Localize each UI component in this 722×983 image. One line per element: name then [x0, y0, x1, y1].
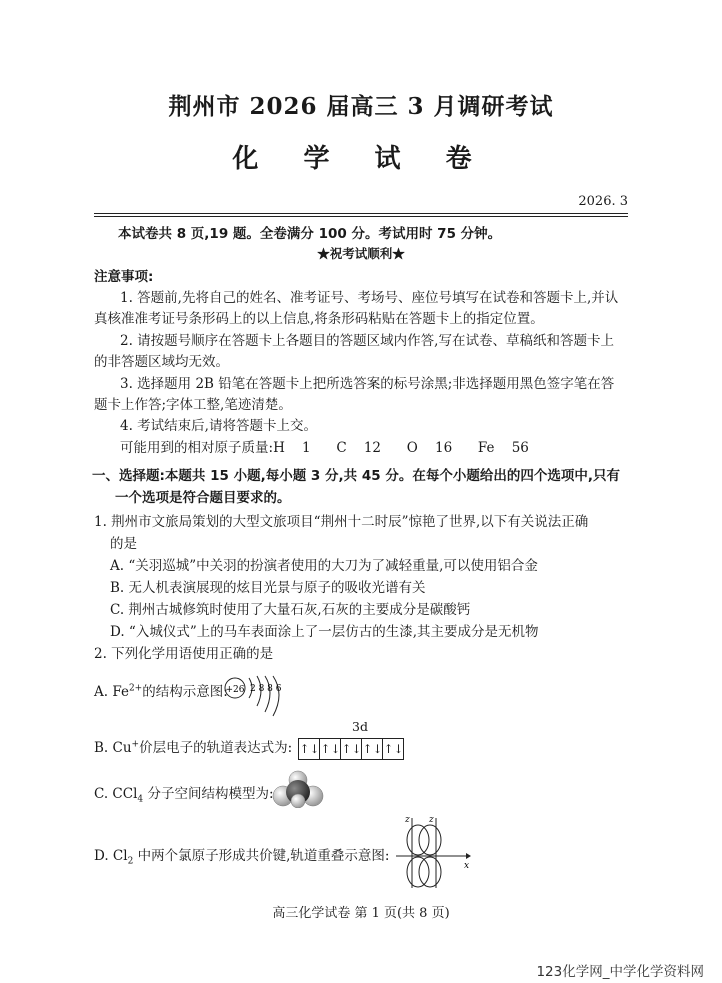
site-watermark: 123化学网_中学化学资料网 — [536, 964, 704, 980]
section-heading-cont: 一个选项是符合题目要求的。 — [115, 490, 291, 506]
q2-option-d-text — [94, 844, 389, 867]
q2a-formula: A. Fe — [94, 684, 129, 700]
q1-stem: 1. 荆州市文旅局策划的大型文旅项目“荆州十二时辰”惊艳了世界,以下有关说法正确 — [94, 514, 589, 530]
exam-date: 2026. 3 — [578, 194, 628, 209]
notes-heading: 注意事项: — [94, 269, 154, 285]
z-axis-label-right: z — [429, 815, 434, 825]
q2d-desc: 中两个氯原子形成共价键,轨道重叠示意图: — [133, 848, 390, 864]
atomic-mass-label: 可能用到的相对原子质量: — [120, 440, 274, 456]
subject-title: 化 学 试 卷 — [232, 144, 490, 174]
z-axis-label-left: z — [405, 815, 410, 825]
orbital-diagram — [298, 738, 404, 760]
fe-ion-structure-diagram — [222, 668, 292, 718]
q2b-charge: + — [131, 739, 140, 750]
x-axis-label: x — [464, 861, 470, 871]
orbital-overlap-diagram — [396, 812, 476, 890]
atomic-mass-line — [120, 436, 529, 456]
header-rule-bottom — [94, 216, 628, 217]
header-rule-top — [94, 213, 628, 214]
q2-option-a-text — [94, 680, 228, 700]
q1-option-c: C. 荆州古城修筑时使用了大量石灰,石灰的主要成分是碳酸钙 — [110, 602, 471, 618]
q2d-subscript: 2 — [127, 856, 134, 867]
note-line: 4. 考试结束后,请将答题卡上交。 — [120, 418, 317, 434]
q2b-formula: B. Cu — [94, 740, 132, 756]
atomic-mass-values: H 1 C 12 O 16 Fe 56 — [273, 440, 529, 456]
q2c-subscript: 4 — [137, 794, 144, 805]
orbital-box: ↑↓ — [361, 739, 382, 759]
q2a-desc: 的结构示意图: — [142, 684, 228, 700]
q2a-charge: 2+ — [128, 683, 143, 694]
orbital-3d-label: 3d — [352, 719, 368, 734]
orbital-box: ↑↓ — [340, 739, 361, 759]
page-footer: 高三化学试卷 第 1 页(共 8 页) — [272, 906, 450, 921]
orbital-box: ↑↓ — [382, 739, 403, 759]
exam-summary: 本试卷共 8 页,19 题。全卷满分 100 分。考试用时 75 分钟。 — [118, 226, 502, 242]
q1-option-a: A. “关羽巡城”中关羽的扮演者使用的大刀为了减轻重量,可以使用铝合金 — [110, 558, 538, 574]
q2-option-b-text — [94, 736, 404, 760]
q2c-formula: C. CCl — [94, 786, 138, 802]
note-line: 的非答题区域均无效。 — [94, 354, 229, 370]
note-line: 真核准准考证号条形码上的以上信息,将条形码粘贴在答题卡上的指定位置。 — [94, 311, 544, 327]
electron-shells: 2 8 8 6 — [250, 684, 282, 694]
q2d-formula: D. Cl — [94, 848, 128, 864]
q1-stem-cont: 的是 — [110, 536, 137, 552]
exam-title: 荆州市 2026 届高三 3 月调研考试 — [168, 93, 554, 120]
q1-option-d: D. “入城仪式”上的马车表面涂上了一层仿古的生漆,其主要成分是无机物 — [110, 624, 539, 640]
q2-option-c-text — [94, 782, 274, 805]
ccl4-space-filling-model — [272, 770, 324, 808]
note-line: 题卡上作答;字体工整,笔迹清楚。 — [94, 397, 292, 413]
orbital-box: ↑↓ — [319, 739, 340, 759]
q2b-desc: 价层电子的轨道表达式为: — [139, 740, 293, 756]
section-heading: 一、选择题:本题共 15 小题,每小题 3 分,共 45 分。在每个小题给出的四个选项中,只有 — [92, 468, 620, 484]
q2-stem: 2. 下列化学用语使用正确的是 — [94, 646, 274, 662]
good-luck-banner: ★祝考试顺利★ — [317, 246, 405, 261]
q1-option-b: B. 无人机表演展现的炫目光景与原子的吸收光谱有关 — [110, 580, 426, 596]
note-line: 3. 选择题用 2B 铅笔在答题卡上把所选答案的标号涂黑;非选择题用黑色签字笔在答 — [120, 376, 615, 392]
note-line: 1. 答题前,先将自己的姓名、准考证号、考场号、座位号填写在试卷和答题卡上,并认 — [120, 290, 619, 306]
nucleus-charge: +26 — [225, 685, 245, 695]
q2c-desc: 分子空间结构模型为: — [143, 786, 274, 802]
orbital-box: ↑↓ — [299, 741, 320, 756]
note-line: 2. 请按题号顺序在答题卡上各题目的答题区域内作答,写在试卷、草稿纸和答题卡上 — [120, 333, 614, 349]
